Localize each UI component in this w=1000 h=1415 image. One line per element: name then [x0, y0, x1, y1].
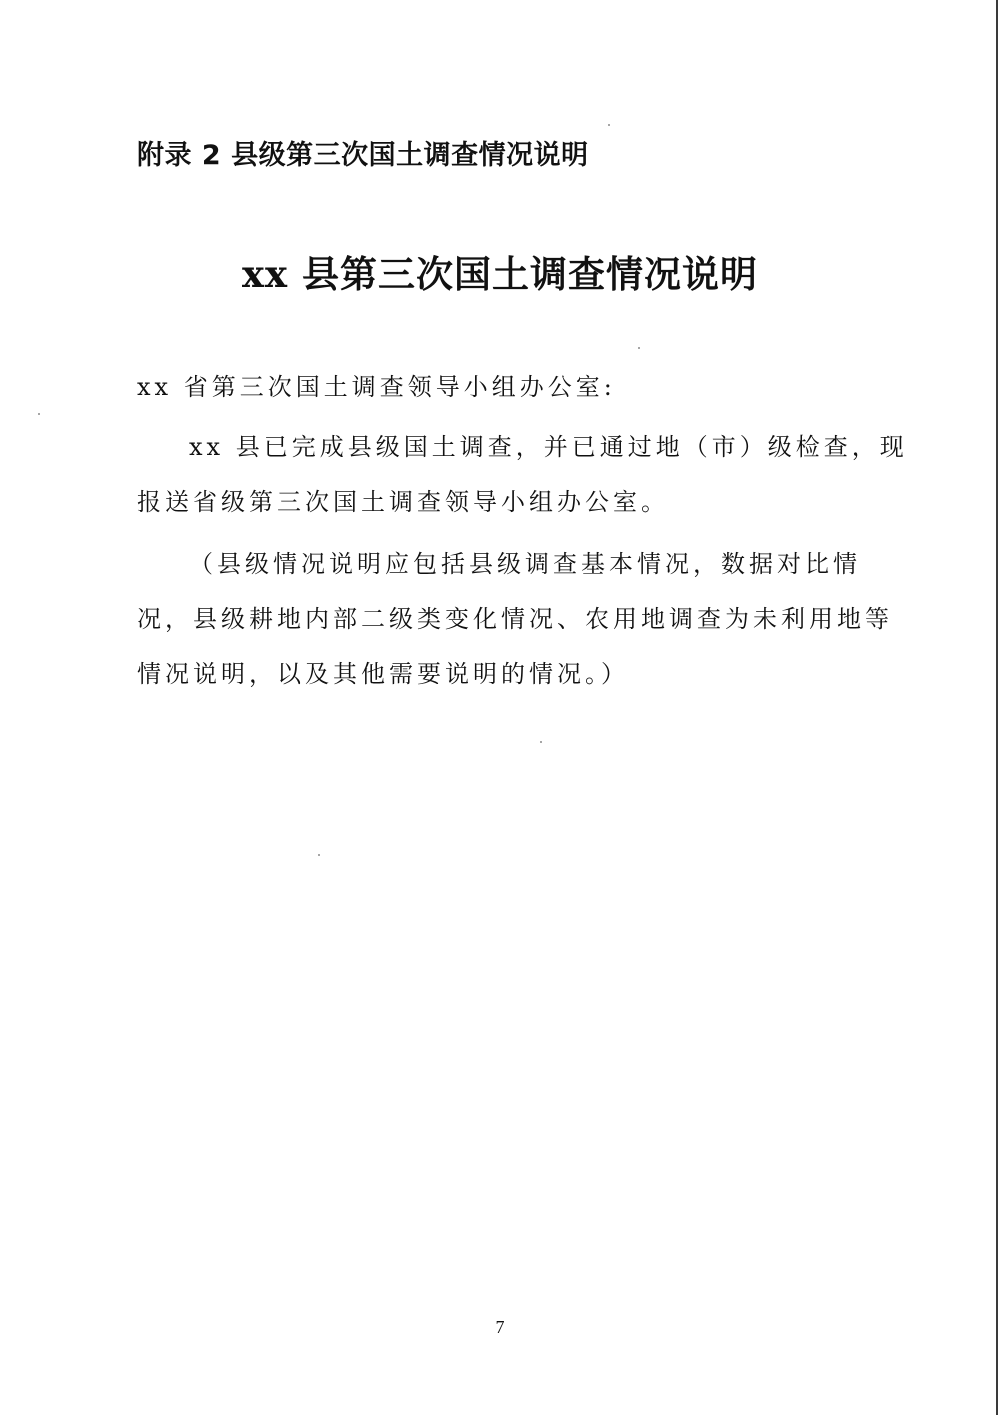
scan-speck	[540, 741, 542, 743]
scan-speck	[638, 347, 640, 349]
paragraph-line: 报送省级第三次国土调查领导小组办公室。	[137, 488, 669, 516]
paragraph-completion-notice	[137, 420, 908, 530]
paragraph-explanation-note	[137, 537, 893, 702]
scan-edge-line	[996, 0, 998, 1415]
salutation	[137, 360, 861, 415]
appendix-heading: 附录 2 县级第三次国土调查情况说明	[137, 140, 589, 171]
document-title: xx 县第三次国土调查情况说明	[242, 252, 758, 296]
paragraph-line: 情况说明，以及其他需要说明的情况。）	[137, 660, 629, 688]
scan-speck	[318, 854, 320, 856]
page-number: 7	[495, 1317, 505, 1337]
scan-speck	[608, 124, 610, 126]
paragraph-line: （县级情况说明应包括县级调查基本情况，数据对比情	[189, 550, 861, 578]
scan-speck	[38, 413, 40, 415]
paragraph-line: xx 县已完成县级国土调查，并已通过地（市）级检查，现	[189, 433, 908, 461]
salutation-line: xx 省第三次国土调查领导小组办公室:	[137, 373, 616, 401]
paragraph-line: 况，县级耕地内部二级类变化情况、农用地调查为未利用地等	[137, 605, 893, 633]
